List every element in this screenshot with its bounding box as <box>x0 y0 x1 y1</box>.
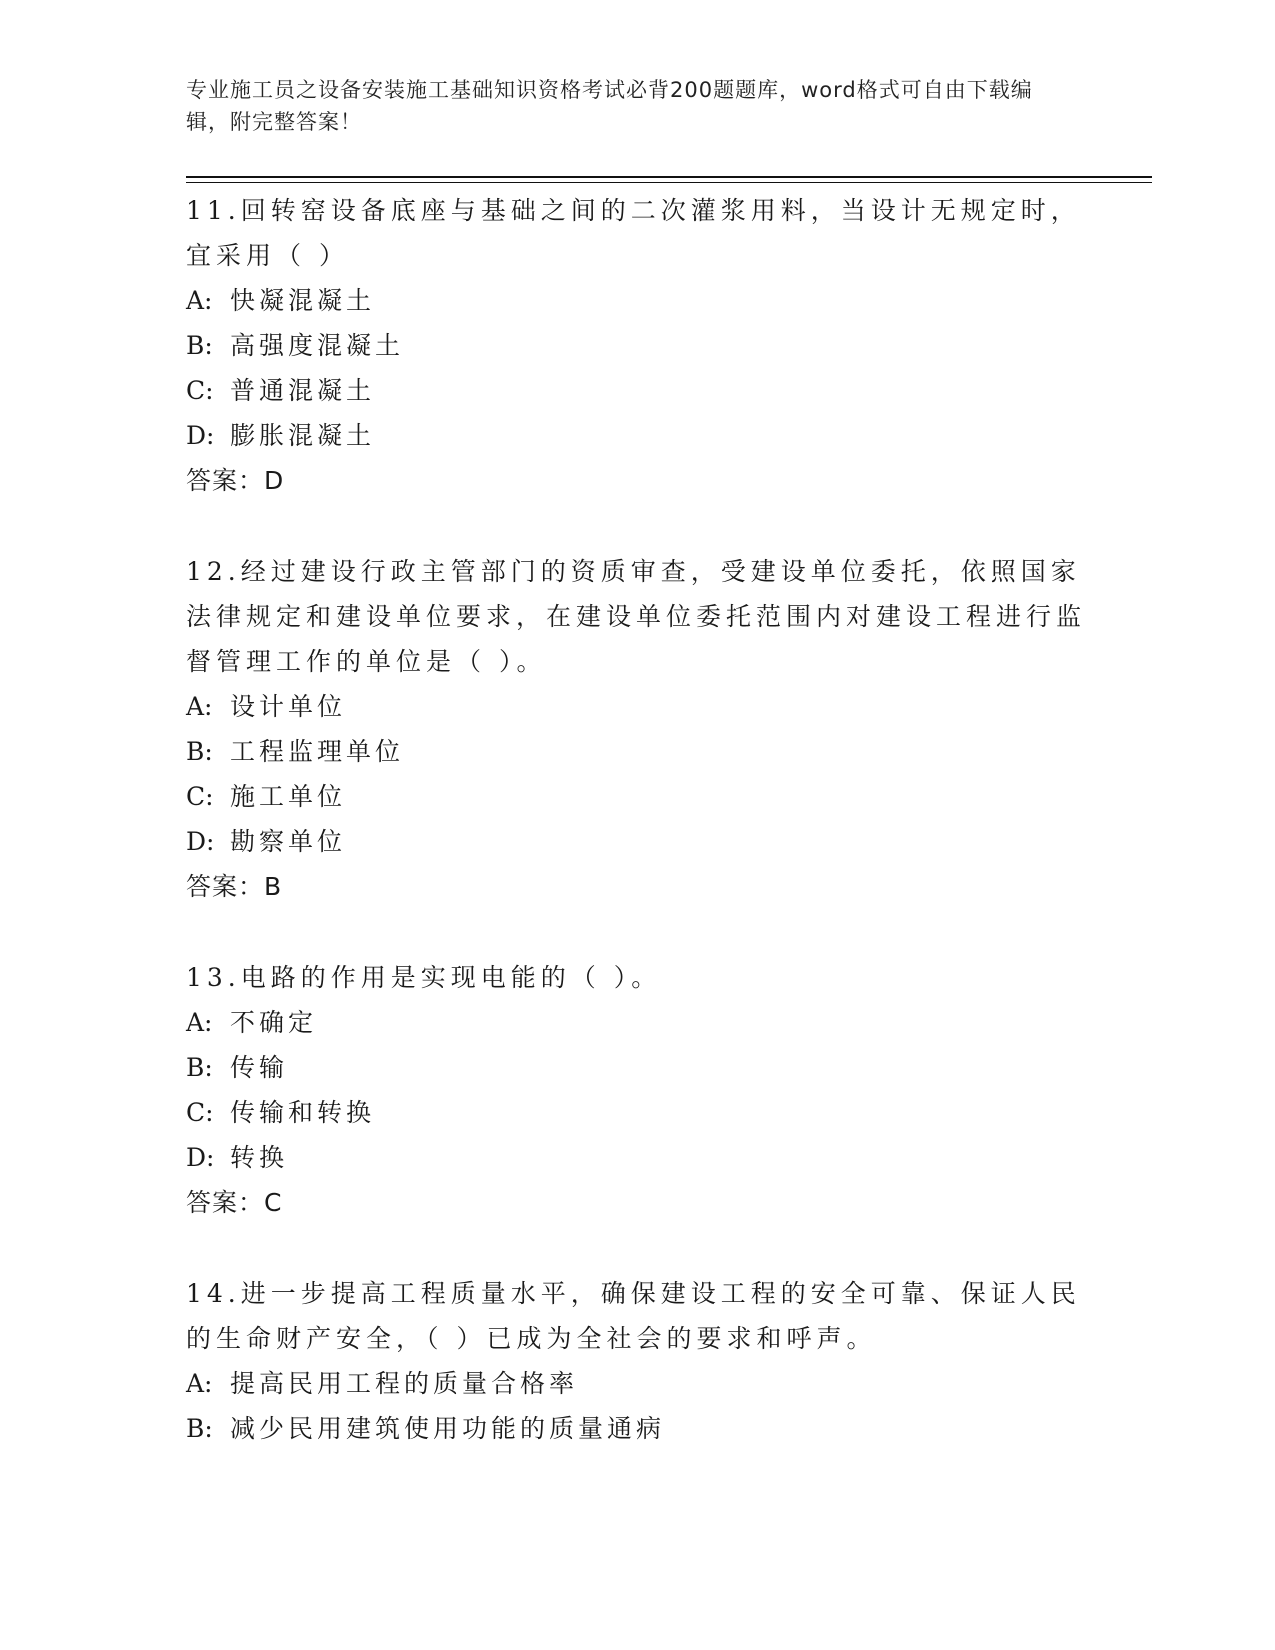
option-a <box>186 1000 1086 1045</box>
option-text: 高强度混凝土 <box>230 331 405 360</box>
option-c <box>186 368 1086 413</box>
option-letter: A: <box>186 286 213 315</box>
option-text: 不确定 <box>230 1008 318 1037</box>
option-text: 减少民用建筑使用功能的质量通病 <box>230 1414 666 1443</box>
question-12 <box>186 549 1086 909</box>
header-divider-thick <box>186 176 1152 178</box>
option-letter: C: <box>186 1098 214 1127</box>
option-d <box>186 819 1086 864</box>
option-a <box>186 1361 1086 1406</box>
option-letter: B: <box>186 1414 213 1443</box>
option-b <box>186 1045 1086 1090</box>
question-text: 11.回转窑设备底座与基础之间的二次灌浆用料，当设计无规定时，宜采用（ ） <box>186 196 1081 270</box>
option-letter: B: <box>186 1053 213 1082</box>
document-intro: 专业施工员之设备安装施工基础知识资格考试必背200题题库，word格式可自由下载编辑，附完整答案！ <box>186 78 1033 134</box>
option-text: 勘察单位 <box>230 827 347 856</box>
option-d <box>186 1135 1086 1180</box>
question-text: 14.进一步提高工程质量水平，确保建设工程的安全可靠、保证人民的生命财产安全，（ ）已成为全社会的要求和呼声。 <box>186 1279 1081 1353</box>
option-text: 设计单位 <box>230 692 347 721</box>
option-letter: A: <box>186 1369 213 1398</box>
question-11 <box>186 188 1086 503</box>
question-14 <box>186 1271 1086 1451</box>
option-a <box>186 684 1086 729</box>
option-letter: D: <box>186 827 215 856</box>
option-text: 膨胀混凝土 <box>230 421 376 450</box>
question-list <box>186 188 1086 1497</box>
option-c <box>186 1090 1086 1135</box>
option-text: 转换 <box>230 1143 289 1172</box>
option-letter: C: <box>186 376 214 405</box>
option-d <box>186 413 1086 458</box>
answer-line: 答案：C <box>186 1188 283 1217</box>
question-13 <box>186 955 1086 1225</box>
option-c <box>186 774 1086 819</box>
option-letter: C: <box>186 782 214 811</box>
option-a <box>186 278 1086 323</box>
option-text: 工程监理单位 <box>230 737 405 766</box>
option-b <box>186 323 1086 368</box>
option-text: 普通混凝土 <box>230 376 376 405</box>
option-letter: B: <box>186 331 213 360</box>
option-letter: A: <box>186 692 213 721</box>
option-letter: D: <box>186 421 215 450</box>
option-letter: A: <box>186 1008 213 1037</box>
answer-line: 答案：B <box>186 872 283 901</box>
option-text: 传输 <box>230 1053 289 1082</box>
option-text: 提高民用工程的质量合格率 <box>230 1369 579 1398</box>
question-text: 13.电路的作用是实现电能的（ ）。 <box>186 963 662 992</box>
header-divider-thin <box>186 182 1152 183</box>
option-text: 传输和转换 <box>230 1098 376 1127</box>
option-letter: B: <box>186 737 213 766</box>
option-b <box>186 729 1086 774</box>
answer-line: 答案：D <box>186 466 285 495</box>
option-text: 快凝混凝土 <box>230 286 376 315</box>
option-b <box>186 1406 1086 1451</box>
option-text: 施工单位 <box>230 782 347 811</box>
question-text: 12.经过建设行政主管部门的资质审查，受建设单位委托，依照国家法律规定和建设单位要求，在建设单位委托范围内对建设工程进行监督管理工作的单位是（ ）。 <box>186 557 1087 676</box>
option-letter: D: <box>186 1143 215 1172</box>
